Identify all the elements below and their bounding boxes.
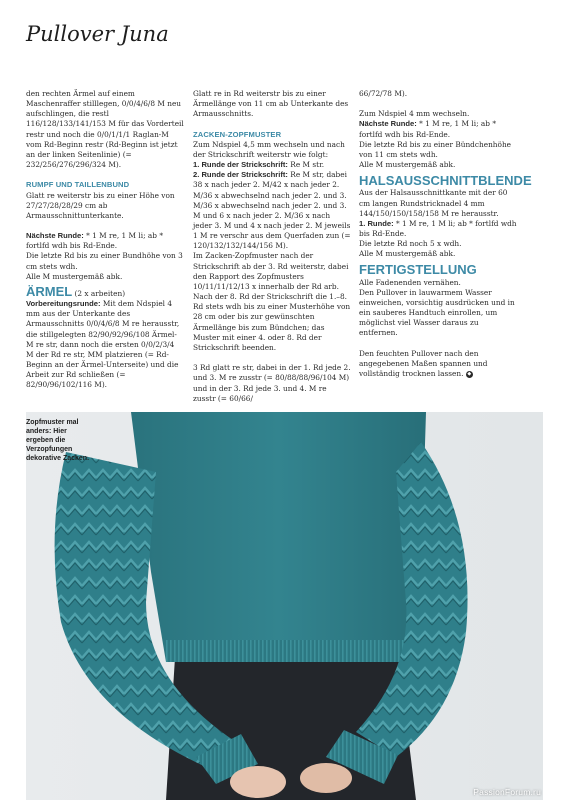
paragraph: den rechten Ärmel auf einem Maschenraffer stilllegen, 0/0/4/6/8 M neu aufschlingen, die restl 116/128/133/141/153 M für das Vorderteil restr und noch die 0/0/1/1/1 Raglan-M vom Rd-Beginn restr (Rd-Beginn ist jetzt an der linken Seitenlinie) (= 232/256/276/296/324 M). xyxy=(26,89,184,170)
section-heading-zacken: ZACKEN-ZOPFMUSTER xyxy=(193,129,282,139)
paragraph: Die letzte Rd bis zu einer Bundhöhe von 3 cm stets wdh. xyxy=(26,251,183,271)
paragraph: Alle M mustergemäß abk. xyxy=(359,160,456,170)
paragraph: Den Pullover in lauwarmem Wasser einweichen, vorsichtig ausdrücken und in ein sauberes Handtuch einrollen, um möglichst viel Wasser daraus zu entfernen. xyxy=(359,287,515,338)
section-heading-rumpf: RUMPF UND TAILLENBUND xyxy=(26,180,130,190)
paragraph: 3 Rd glatt re str, dabei in der 1. Rd jede 2. und 3. M re zusstr (= 80/88/88/96/104 M) und in der 3. Rd jede 3. und 4. M re zusstr (= 60/66/ xyxy=(193,363,351,403)
paragraph: Alle Fadenenden vernähen. xyxy=(359,277,461,287)
section-heading-fertig: FERTIGSTELLUNG xyxy=(359,262,477,278)
section-heading-aermel: ÄRMEL xyxy=(26,283,73,299)
paragraph: Alle M mustergemäß abk. xyxy=(359,249,456,259)
paragraph: Glatt re weiterstr bis zu einer Höhe von 27/27/28/28/29 cm ab Armausschnittunterkante. xyxy=(26,190,175,220)
paragraph: 1. Runde: * 1 M re, 1 M li; ab * fortlfd wdh bis Rd-Ende. xyxy=(359,218,517,239)
step-label: Nächste Runde: xyxy=(26,231,84,241)
paragraph: Glatt re in Rd weiterstr bis zu einer Ärmellänge von 11 cm ab Unterkante des Armausschnitts. xyxy=(193,89,349,119)
paragraph: Nächste Runde: * 1 M re, 1 M li; ab * fortlfd wdh bis Rd-Ende. xyxy=(359,119,496,139)
paragraph: Nächste Runde: * 1 M re, 1 M li; ab * fortlfd wdh bis Rd-Ende. xyxy=(26,231,163,251)
step-label: 1. Runde der Strickschrift: xyxy=(193,160,288,170)
photo-caption: Zopfmuster mal anders: Hier ergeben die Verzopfungen dekorative Zacken. xyxy=(26,419,90,462)
paragraph: 66/72/78 M). xyxy=(359,89,408,98)
paragraph: Nach der 8. Rd der Strickschrift die 1.–8. Rd stets wdh bis zu einer Musterhöhe von 28 cm oder bis zur gewünschten Ärmellänge bis zum Bündchen; das Muster mit einer 4. oder 8. Rd der Strickschrift beenden. xyxy=(193,292,351,352)
paragraph: Zum Ndspiel 4 mm wechseln. xyxy=(359,109,470,119)
step-label: 2. Runde der Strickschrift: xyxy=(193,170,288,180)
paragraph: 1. Runde der Strickschrift: Re M str. xyxy=(193,160,325,170)
watermark: PassionForum.ru xyxy=(473,787,541,797)
sweater-photo xyxy=(26,412,543,800)
paragraph: Die letzte Rd bis zu einer Bündchenhöhe von 11 cm stets wdh. xyxy=(359,139,512,159)
step-label: Vorbereitungsrunde: xyxy=(26,299,101,309)
paragraph: Vorbereitungsrunde: Mit dem Ndspiel 4 mm aus der Unterkante des Armausschnitts 0/0/4/6/8 M re herausstr, die stillgelegten 82/90/92/96/108 Ärmel-M re str, dann noch die ersten 0/0/2/3/4 M der Rd re str, MM platzieren (= Rd-Beginn an der Ärmel-Unterseite) und die Arbeit zur Rd schließen (= 82/90/96/102/116 M). xyxy=(26,299,180,390)
step-label: 1. Runde: xyxy=(359,218,394,228)
sweater-illustration xyxy=(26,412,543,800)
paragraph: Die letzte Rd noch 5 x wdh. xyxy=(359,239,462,249)
text-column-1: den rechten Ärmel auf einem Maschenraffer stilllegen, 0/0/4/6/8 M neu aufschlingen, die restl 116/128/133/141/153 M für das Vorderteil restr und noch die 0/0/1/1/1 Raglan-M vom Rd-Beginn restr (Rd-Beginn ist jetzt an der linken Seitenlinie) (= 232/256/276/296/324 M). RUMPF UND TAILLENBUND Glatt re weiterstr bis zu einer Höhe von 27/27/28/28/29 cm ab Armausschnittunterkante. Nächste Runde: * 1 M re, 1 M li; ab * fortlfd wdh bis Rd-Ende. Die letzte Rd bis zu einer Bundhöhe von 3 cm stets wdh. Alle M mustergemäß abk. ÄRMEL (2 x arbeiten) Vorbereitungsrunde: Mit dem Ndspiel 4 mm aus der Unterkante des Armausschnitts 0/0/4/6/8 M re herausstr, die stillgelegten 82/90/92/96/108 Ärmel-M re str, dann noch die ersten 0/0/2/3/4 M der Rd re str, MM platzieren (= Rd-Beginn an der Ärmel-Unterseite) und die Arbeit zur Rd schließen (= 82/90/96/102/116 M). xyxy=(26,89,184,390)
text-column-2 xyxy=(193,89,351,404)
section-heading-hals: HALSAUSSCHNITTBLENDE xyxy=(359,173,532,189)
paragraph: Zum Ndspiel 4,5 mm wechseln und nach der Strickschrift weiterstr wie folgt: xyxy=(193,139,345,159)
paragraph: 2. Runde der Strickschrift: Re M str, dabei 38 x nach jeder 2. M/42 x nach jeder 2. M/36 x abwechselnd nach jeder 2. und 3. M/36 x abwechselnd nach jeder 2. und 3. M und 6 x nach jeder 2. M/36 x nach jeder 3. M und 4 x nach jeder 2. M jeweils 1 M re verschr aus dem Querfaden zun (= 120/132/132/144/156 M). xyxy=(193,170,351,251)
end-mark-icon: ◆ xyxy=(467,370,472,377)
paragraph: Im Zacken-Zopfmuster nach der Strickschrift ab der 3. Rd weiterstr, dabei den Rapport des Zopfmusters 10/11/11/12/13 x innerhalb der Rd arb. xyxy=(193,251,349,291)
paragraph: Aus der Halsausschnittkante mit der 60 cm langen Rundstricknadel 4 mm 144/150/150/158/158 M re herausstr. xyxy=(359,188,508,218)
step-label: Nächste Runde: xyxy=(359,119,417,129)
paragraph: Alle M mustergemäß abk. xyxy=(26,271,123,281)
text-column-3 xyxy=(359,89,532,379)
paragraph: Den feuchten Pullover nach den angegebenen Maßen spannen und vollständig trocknen lassen. ◆ xyxy=(359,348,488,379)
page-title: Pullover Juna xyxy=(26,22,169,46)
